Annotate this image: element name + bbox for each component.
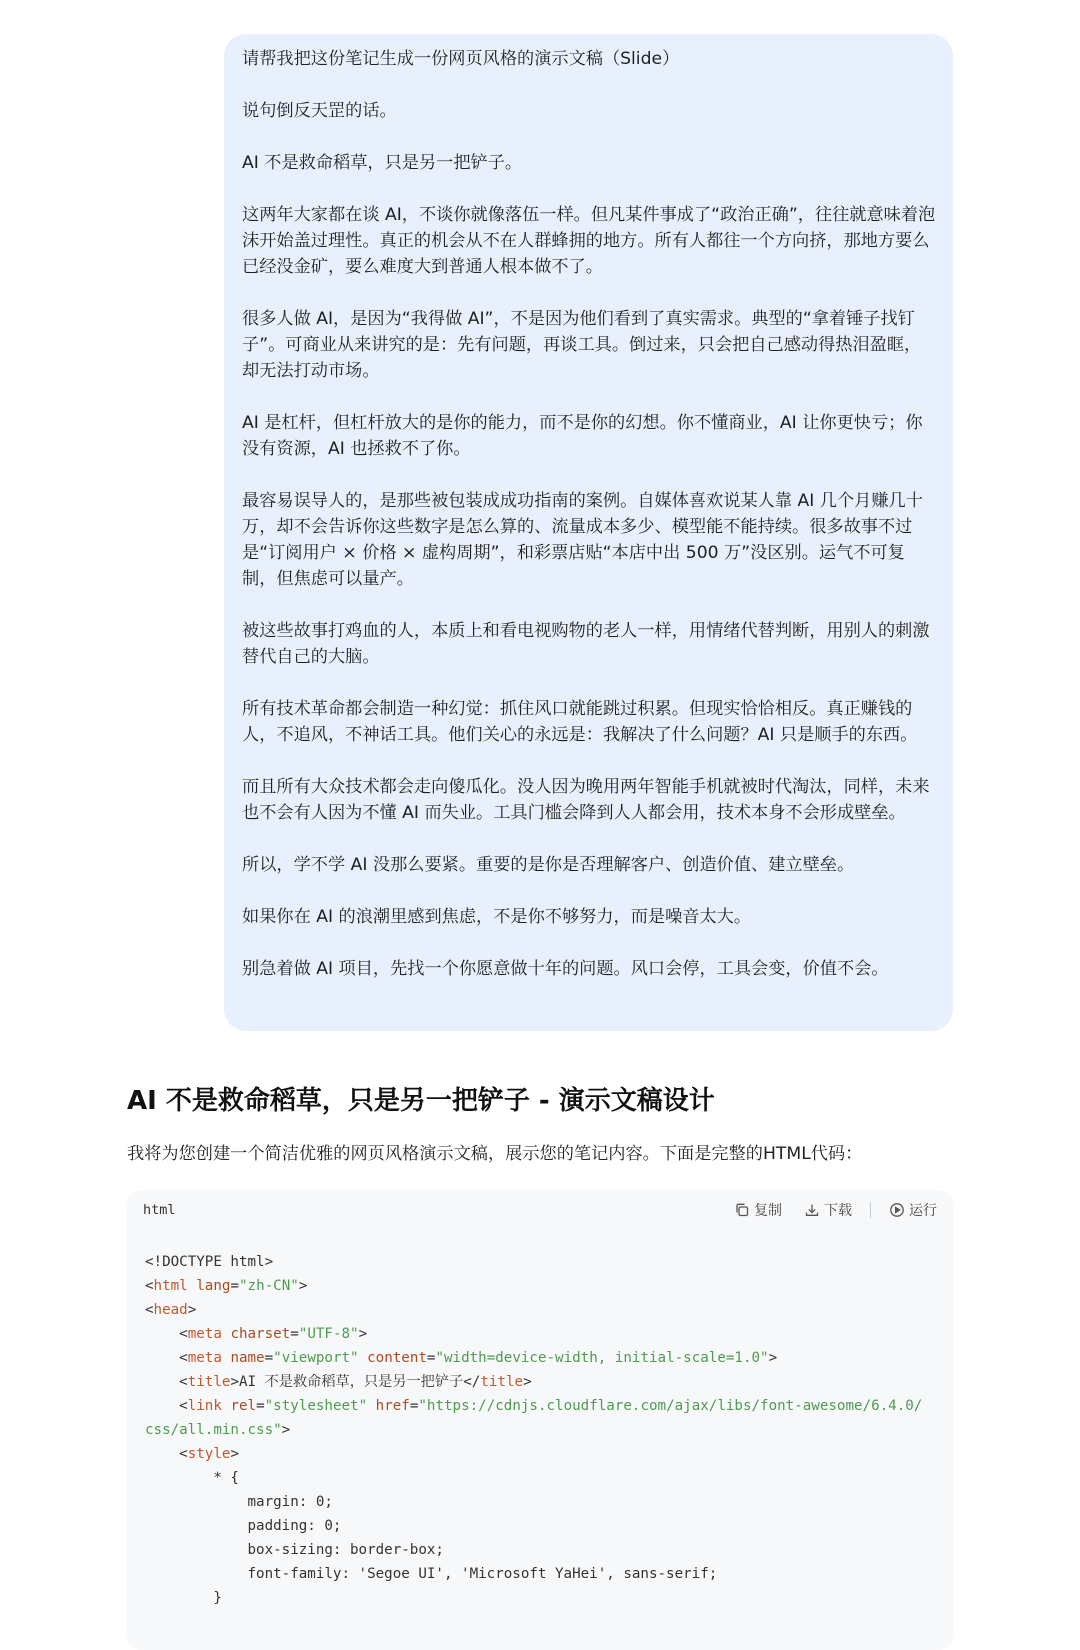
code-token: = xyxy=(230,1278,239,1294)
code-line xyxy=(145,1538,922,1562)
code-token: > xyxy=(230,1374,239,1390)
code-token: = xyxy=(426,1350,436,1366)
code-token: AI 不是救命稻草，只是另一把铲子 xyxy=(238,1374,464,1390)
copy-icon xyxy=(734,1202,750,1218)
user-message-paragraph: 所以，学不学 AI 没那么要紧。重要的是你是否理解客户、创造价值、建立壁垒。 xyxy=(242,855,855,875)
download-label: 下载 xyxy=(824,1203,852,1219)
code-token: < xyxy=(145,1398,188,1414)
download-button[interactable] xyxy=(804,1200,852,1220)
code-line xyxy=(145,1322,922,1346)
answer-title: AI 不是救命稻草，只是另一把铲子 - 演示文稿设计 xyxy=(127,1086,715,1116)
copy-button[interactable] xyxy=(734,1200,782,1220)
code-line xyxy=(145,1466,922,1490)
code-token: font-family: 'Segoe UI', 'Microsoft YaHei', sans-serif; xyxy=(145,1566,718,1582)
user-message-paragraph: 被这些故事打鸡血的人，本质上和看电视购物的老人一样，用情绪代替判断，用别人的刺激替代自己的大脑。 xyxy=(242,621,930,667)
code-line xyxy=(145,1490,922,1514)
code-token: < xyxy=(145,1326,188,1342)
code-line xyxy=(145,1418,922,1442)
code-token: padding: 0; xyxy=(145,1518,342,1534)
code-token: box-sizing: border-box; xyxy=(145,1542,444,1558)
code-token xyxy=(359,1350,368,1366)
user-message-paragraph: 最容易误导人的，是那些被包装成成功指南的案例。自媒体喜欢说某人靠 AI 几个月赚几十万，却不会告诉你这些数字是怎么算的、流量成本多少、模型能不能持续。很多故事不过是“订阅用户 × 价格 × 虚构周期”，和彩票店贴“本店中出 500 万”没区别。运气不可复制，但焦虑可以量产。 xyxy=(242,491,923,589)
code-token: < xyxy=(145,1446,188,1462)
code-language-label: html xyxy=(143,1202,176,1218)
user-message-paragraph: 而且所有大众技术都会走向傻瓜化。没人因为晚用两年智能手机就被时代淘汰，同样，未来也不会有人因为不懂 AI 而失业。工具门槛会降到人人都会用，技术本身不会形成壁垒。 xyxy=(242,777,930,823)
toolbar-divider xyxy=(870,1202,871,1218)
run-button[interactable] xyxy=(889,1200,937,1220)
code-token: head xyxy=(153,1302,188,1318)
user-message-paragraph: 请帮我把这份笔记生成一份网页风格的演示文稿（Slide） xyxy=(242,49,680,69)
user-message-paragraph: 如果你在 AI 的浪潮里感到焦虑，不是你不够努力，而是噪音太大。 xyxy=(242,907,752,927)
answer-intro: 我将为您创建一个简洁优雅的网页风格演示文稿，展示您的笔记内容。下面是完整的HTML代码： xyxy=(127,1144,863,1164)
code-token: content xyxy=(367,1350,427,1366)
code-token: < xyxy=(145,1350,188,1366)
code-token xyxy=(188,1278,197,1294)
code-token: title xyxy=(187,1374,231,1390)
code-line xyxy=(145,1370,922,1394)
code-token: name xyxy=(230,1350,265,1366)
copy-label: 复制 xyxy=(754,1203,782,1219)
code-token: "zh-CN" xyxy=(238,1278,299,1294)
code-line xyxy=(145,1442,922,1466)
code-token: style xyxy=(187,1446,231,1462)
code-content xyxy=(145,1250,922,1610)
code-token: > xyxy=(187,1302,197,1318)
code-token: "stylesheet" xyxy=(264,1398,368,1414)
code-token: "UTF-8" xyxy=(298,1326,359,1342)
code-token: href xyxy=(375,1398,410,1414)
code-token: > xyxy=(768,1350,778,1366)
code-token: margin: 0; xyxy=(145,1494,333,1510)
play-circle-icon xyxy=(889,1202,905,1218)
code-line xyxy=(145,1514,922,1538)
code-line xyxy=(145,1298,922,1322)
code-token: = xyxy=(290,1326,299,1342)
code-line xyxy=(145,1250,922,1274)
code-token: title xyxy=(480,1374,524,1390)
code-token: charset xyxy=(230,1326,291,1342)
code-line xyxy=(145,1562,922,1586)
code-token: </ xyxy=(463,1374,481,1390)
user-message-paragraph: AI 不是救命稻草，只是另一把铲子。 xyxy=(242,153,523,173)
download-icon xyxy=(804,1202,820,1218)
code-token: css/all.min.css" xyxy=(145,1422,282,1438)
code-block xyxy=(127,1190,953,1650)
code-token: <!DOCTYPE html> xyxy=(145,1254,274,1270)
user-message-paragraph: 所有技术革命都会制造一种幻觉：抓住风口就能跳过积累。但现实恰恰相反。真正赚钱的人，不追风，不神话工具。他们关心的永远是：我解决了什么问题？AI 只是顺手的东西。 xyxy=(242,699,918,745)
code-token: "https://cdnjs.cloudflare.com/ajax/libs/font-awesome/6.4.0/ xyxy=(418,1398,923,1414)
user-message-paragraph: 很多人做 AI，是因为“我得做 AI”，不是因为他们看到了真实需求。典型的“拿着锤子找钉子”。可商业从来讲究的是：先有问题，再谈工具。倒过来，只会把自己感动得热泪盈眶，却无法打动市场。 xyxy=(242,309,922,381)
code-token: < xyxy=(145,1374,188,1390)
code-token: meta xyxy=(187,1350,222,1366)
code-token: } xyxy=(145,1590,222,1606)
code-toolbar xyxy=(712,1200,937,1220)
code-line xyxy=(145,1394,922,1418)
code-token: < xyxy=(145,1302,154,1318)
code-token: > xyxy=(281,1422,291,1438)
code-token: < xyxy=(145,1278,154,1294)
user-message-paragraph: 别急着做 AI 项目，先找一个你愿意做十年的问题。风口会停，工具会变，价值不会。 xyxy=(242,959,889,979)
code-token xyxy=(367,1398,376,1414)
user-message-paragraph: AI 是杠杆，但杠杆放大的是你的能力，而不是你的幻想。你不懂商业，AI 让你更快亏；你没有资源，AI 也拯救不了你。 xyxy=(242,413,923,459)
code-token: html xyxy=(153,1278,188,1294)
code-token: link xyxy=(187,1398,222,1414)
code-token: = xyxy=(256,1398,265,1414)
user-message-paragraph: 说句倒反天罡的话。 xyxy=(242,101,397,121)
code-token: > xyxy=(523,1374,532,1390)
code-token: > xyxy=(298,1278,308,1294)
user-message-bubble xyxy=(224,34,953,1031)
code-token: > xyxy=(230,1446,239,1462)
code-token: lang xyxy=(196,1278,231,1294)
code-line xyxy=(145,1586,922,1610)
code-token: "width=device-width, initial-scale=1.0" xyxy=(435,1350,769,1366)
code-token: = xyxy=(409,1398,419,1414)
user-message-paragraph: 这两年大家都在谈 AI，不谈你就像落伍一样。但凡某件事成了“政治正确”，往往就意味着泡沫开始盖过理性。真正的机会从不在人群蜂拥的地方。所有人都往一个方向挤，那地方要么已经没金矿，要么难度大到普通人根本做不了。 xyxy=(242,205,936,277)
code-line xyxy=(145,1274,922,1298)
code-token: > xyxy=(358,1326,368,1342)
code-token: rel xyxy=(230,1398,257,1414)
code-token: = xyxy=(264,1350,274,1366)
code-line xyxy=(145,1346,922,1370)
code-token: meta xyxy=(187,1326,222,1342)
run-label: 运行 xyxy=(909,1203,937,1219)
code-token: "viewport" xyxy=(273,1350,359,1366)
code-token: * { xyxy=(145,1470,239,1486)
